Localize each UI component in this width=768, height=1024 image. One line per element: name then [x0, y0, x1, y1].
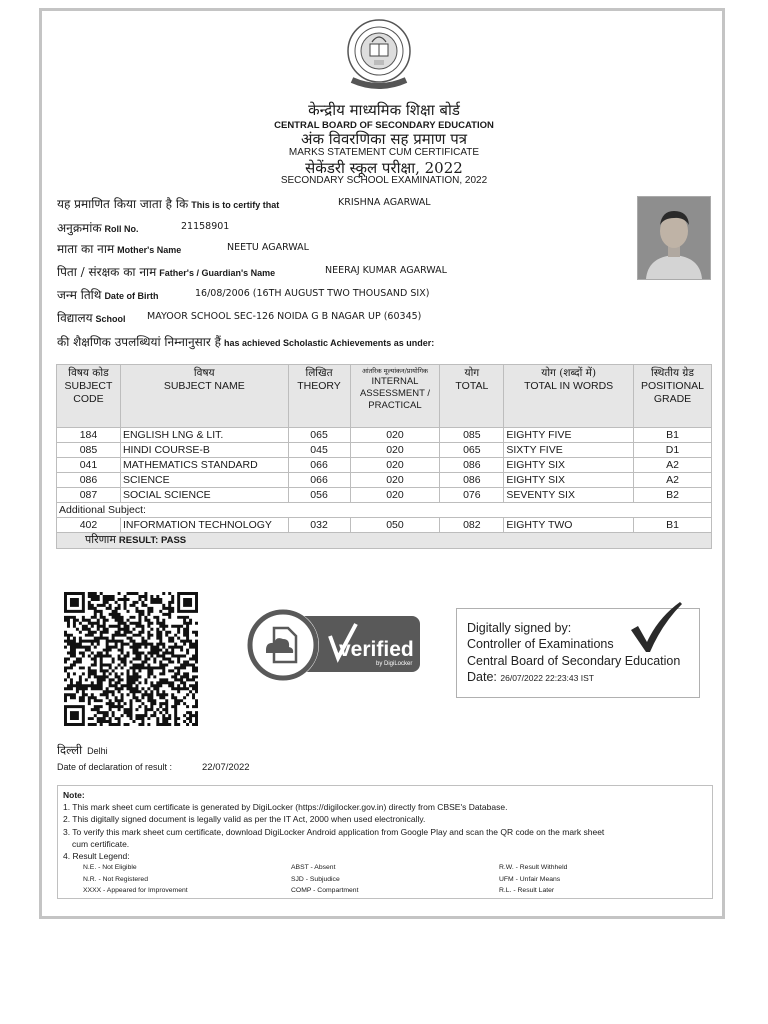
exam-name-english: SECONDARY SCHOOL EXAMINATION, 2022 [280, 175, 488, 186]
father-name: NEERAJ KUMAR AGARWAL [325, 265, 447, 276]
place-of-issue: दिल्ली Delhi [57, 743, 108, 757]
certificate-title-hindi: अंक विवरणिका सह प्रमाण पत्र [300, 130, 468, 148]
result-status: RESULT: PASS [118, 535, 187, 546]
table-row: 086 SCIENCE 066 020 086 EIGHTY SIX A2 [57, 473, 712, 488]
legend-row: XXXX - Appeared for Improvement COMP - Compartment R.L. - Result Later [83, 887, 555, 895]
additional-subject-label-row: Additional Subject: [57, 503, 712, 518]
exam-name-hindi: सेकेंडरी स्कूल परीक्षा, 2022 [305, 159, 463, 177]
achievements-row: की शैक्षणिक उपलब्धियां निम्नानुसार हैं has achieved Scholastic Achievements as under: [57, 335, 435, 349]
result-row [57, 533, 712, 549]
certify-row: यह प्रमाणित किया जाता है कि This is to certify that [57, 197, 280, 211]
certificate-title-english: MARKS STATEMENT CUM CERTIFICATE [288, 147, 480, 158]
note-item: 3. To verify this mark sheet cum certificate, download DigiLocker Android application from Google Play and scan the QR code on the mark sheet [63, 826, 605, 837]
signature-date-row: Date: 26/07/2022 22:23:43 IST [467, 670, 594, 684]
mother-name: NEETU AGARWAL [227, 242, 309, 253]
declaration-date-label: Date of declaration of result : [57, 762, 173, 772]
marks-table [56, 364, 712, 549]
roll-number: 21158901 [181, 221, 230, 232]
header-total: योग TOTAL [440, 365, 504, 428]
table-row: 041 MATHEMATICS STANDARD 066 020 086 EIGHTY SIX A2 [57, 458, 712, 473]
signature-date: 26/07/2022 22:23:43 IST [500, 673, 594, 683]
student-name: KRISHNA AGARWAL [338, 197, 431, 208]
signer-title: Controller of Examinations [467, 637, 614, 651]
notes-box [57, 785, 713, 899]
checkmark-icon [628, 600, 684, 656]
dob-row: जन्म तिथि Date of Birth [57, 288, 159, 302]
header-total-words: योग (शब्दों में) TOTAL IN WORDS [504, 365, 634, 428]
legend-row: N.E. - Not Eligible ABST - Absent R.W. - Result Withheld [83, 864, 568, 872]
table-row: 085 HINDI COURSE-B 045 020 065 SIXTY FIVE D1 [57, 443, 712, 458]
verified-text: verified [339, 638, 414, 661]
table-row: 184 ENGLISH LNG & LIT. 065 020 085 EIGHTY FIVE B1 [57, 428, 712, 443]
table-row: 087 SOCIAL SCIENCE 056 020 076 SEVENTY SIX B2 [57, 488, 712, 503]
student-photo [637, 196, 711, 280]
school-row: विद्यालय School [57, 311, 126, 325]
header-subject-name: विषय SUBJECT NAME [120, 365, 288, 428]
note-item: 4. Result Legend: [63, 851, 130, 862]
note-item: 1. This mark sheet cum certificate is generated by DigiLocker (https://digilocker.gov.in) directly from CBSE's Database. [63, 802, 508, 813]
header-internal: आंतरिक मूल्यांकन/प्रायोगिक INTERNAL ASSESSMENT / PRACTICAL [350, 365, 440, 428]
digilocker-verified-badge [246, 608, 420, 682]
signed-by-label: Digitally signed by: [467, 621, 572, 635]
header-subject-code: विषय कोड SUBJECT CODE [57, 365, 121, 428]
by-digilocker-text: by DigiLocker [376, 661, 413, 667]
mother-row: माता का नाम Mother's Name [57, 242, 182, 256]
result-label-hindi: परिणाम [85, 533, 116, 546]
qr-code [64, 592, 198, 728]
notes-title: Note: [63, 790, 85, 800]
signer-organization: Central Board of Secondary Education [467, 654, 681, 668]
board-name-hindi: केन्द्रीय माध्यमिक शिक्षा बोर्ड [308, 101, 460, 119]
date-of-birth: 16/08/2006 (16TH AUGUST TWO THOUSAND SIX) [195, 288, 430, 299]
header-grade: स्थितीय ग्रेड POSITIONAL GRADE [634, 365, 712, 428]
note-item: cum certificate. [72, 838, 130, 849]
roll-row: अनुक्रमांक Roll No. [57, 221, 139, 235]
table-row: 402 INFORMATION TECHNOLOGY 032 050 082 EIGHTY TWO B1 [57, 518, 712, 533]
cbse-emblem-logo [346, 18, 412, 100]
school-name: MAYOOR SCHOOL SEC-126 NOIDA G B NAGAR UP (60345) [147, 311, 422, 322]
board-name-english: CENTRAL BOARD OF SECONDARY EDUCATION [274, 120, 494, 131]
father-row: पिता / संरक्षक का नाम Father's / Guardian's Name [57, 265, 276, 279]
legend-row: N.R. - Not Registered SJD - Subjudice UFM - Unfair Means [83, 875, 561, 883]
note-item: 2. This digitally signed document is legally valid as per the IT Act, 2000 when used electronically. [63, 814, 426, 825]
header-theory: लिखित THEORY [288, 365, 350, 428]
declaration-date: 22/07/2022 [202, 762, 250, 773]
